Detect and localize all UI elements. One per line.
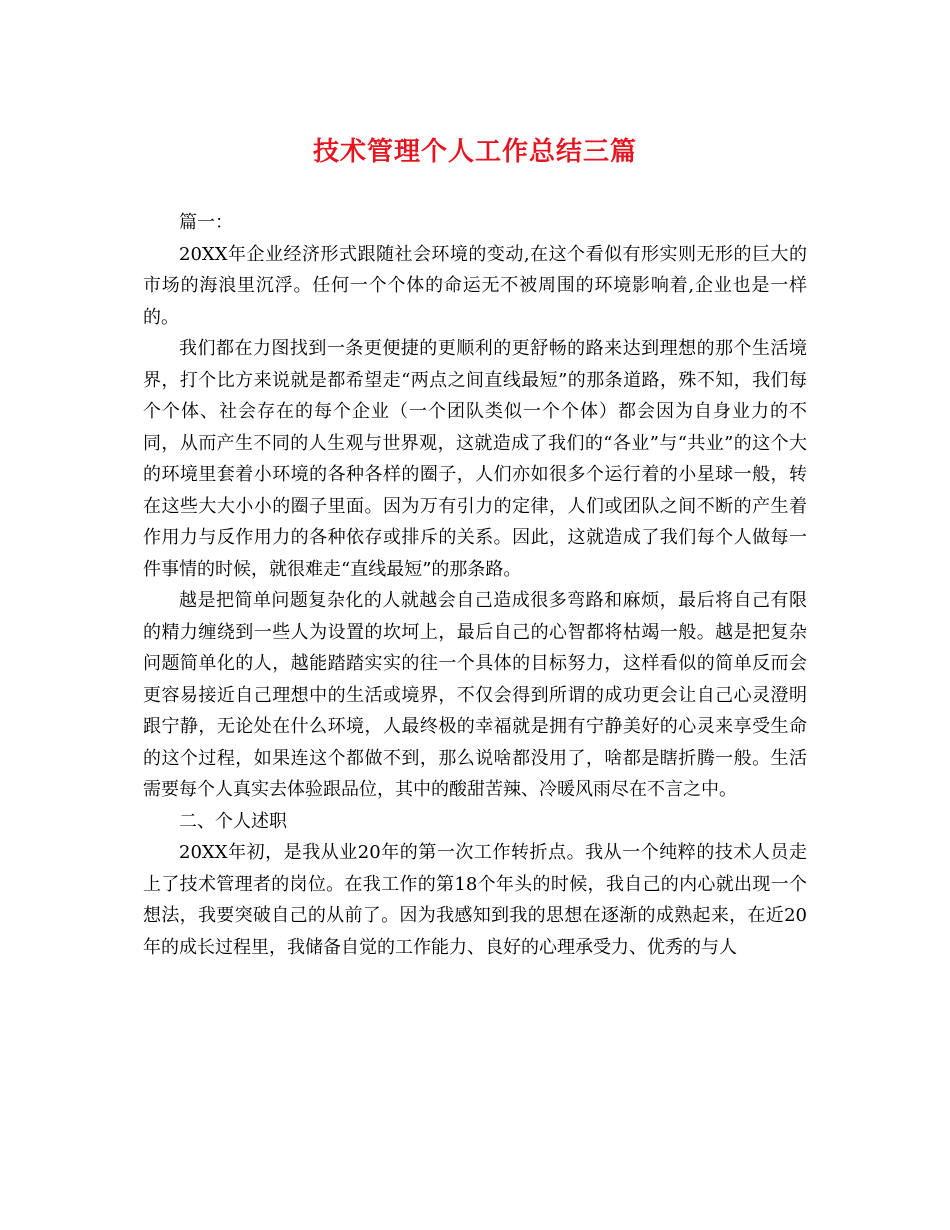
paragraph: 越是把简单问题复杂化的人就越会自己造成很多弯路和麻烦，最后将自己有限的精力缠绕到一些人为设置的坎坷上，最后自己的心智都将枯竭一般。越是把复杂问题简单化的人，越能踏踏实实的往一个具体的目标努力，这样看似的简单反而会更容易接近自己理想中的生活或境界，不仅会得到所谓的成功更会让自己心灵澄明跟宁静，无论处在什么环境，人最终极的幸福就是拥有宁静美好的心灵来享受生命的这个过程，如果连这个都做不到，那么说啥都没用了，啥都是瞎折腾一般。生活需要每个人真实去体验跟品位，其中的酸甜苦辣、冷暖风雨尽在不言之中。: [143, 590, 807, 800]
paragraph: 我们都在力图找到一条更便捷的更顺利的更舒畅的路来达到理想的那个生活境界，打个比方来说就是都希望走“两点之间直线最短”的那条道路，殊不知，我们每个个体、社会存在的每个企业（一个团队类似一个个体）都会因为自身业力的不同，从而产生不同的人生观与世界观，这就造成了我们的“各业”与“共业”的这个大的环境里套着小环境的各种各样的圈子，人们亦如很多个运行着的小星球一般，转在这些大大小小的圈子里面。因为万有引力的定律，人们或团队之间不断的产生着作用力与反作用力的各种依存或排斥的关系。因此，这就造成了我们每个人做每一件事情的时候，就很难走“直线最短”的那条路。: [143, 338, 807, 580]
section-heading-personal-report: 二、个人述职: [179, 810, 287, 832]
document-title: 技术管理个人工作总结三篇: [312, 137, 637, 167]
document-body: [143, 207, 807, 963]
section-heading-part-one: 篇一：: [179, 212, 233, 233]
paragraph: 20XX年初，是我从业20年的第一次工作转折点。我从一个纯粹的技术人员走上了技术管理者的岗位。在我工作的第18个年头的时候，我自己的内心就出现一个想法，我要突破自己的从前了。因为我感知到我的思想在逐渐的成熟起来，在近20年的成长过程里，我储备自觉的工作能力、良好的心理承受力、优秀的与人: [143, 842, 807, 958]
paragraph: 20XX年企业经济形式跟随社会环境的变动,在这个看似有形实则无形的巨大的市场的海浪里沉浮。任何一个个体的命运无不被周围的环境影响着,企业也是一样的。: [143, 243, 807, 328]
